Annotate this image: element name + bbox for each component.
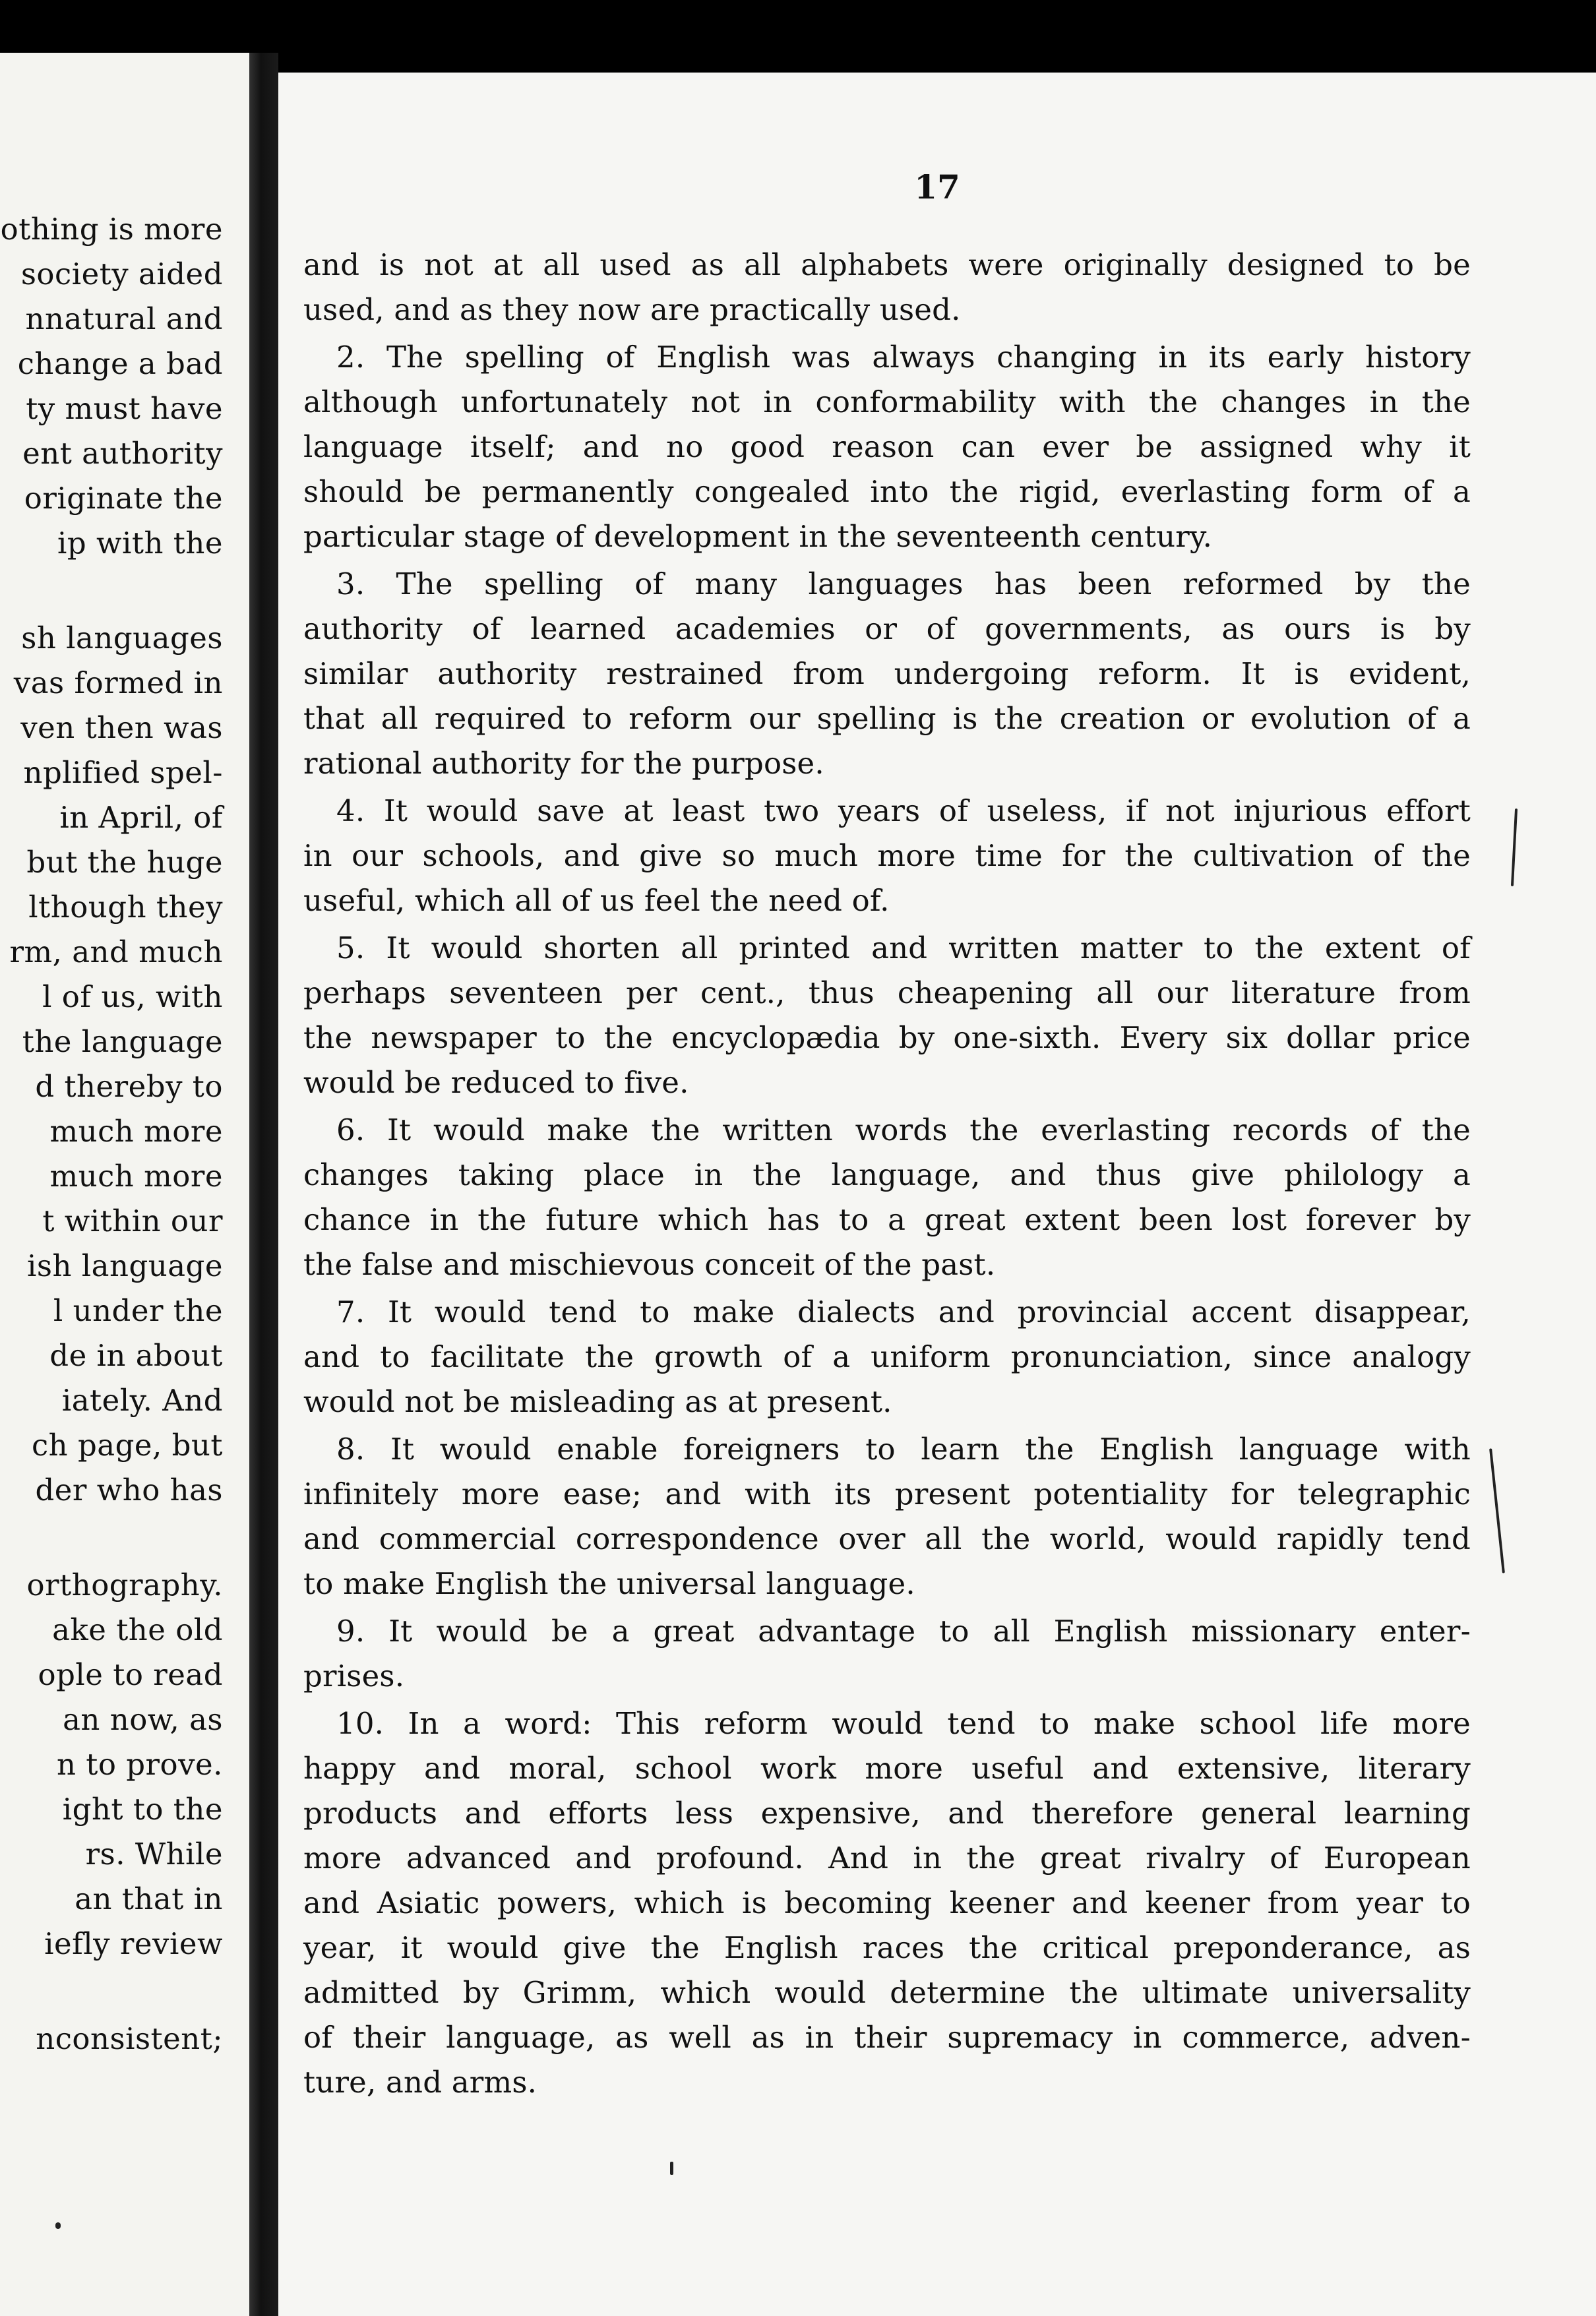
margin-pencil-mark [1511,808,1518,886]
text-line: to make English the universal language. [303,1566,915,1601]
text-line: used, and as they now are practically used. [303,292,961,327]
text-line: ture, and arms. [303,2065,537,2100]
text-line: and to facilitate the growth of a uniform pronunciation, since analogy [303,1339,1471,1374]
ink-speck [670,2162,673,2175]
left-page-line: iefly review [44,1926,223,1961]
paragraph [303,1108,1471,1287]
left-page-line: l of us, with [42,979,223,1014]
text-line: would not be misleading as at present. [303,1384,892,1419]
left-page-line: n to prove. [56,1747,223,1782]
text-line: prises. [303,1659,405,1693]
text-line: products and efforts less expensive, and therefore general learning [303,1796,1471,1831]
text-line: 7. It would tend to make dialects and provincial accent disappear, [336,1295,1471,1329]
left-page-line: de in about [49,1338,223,1373]
paragraph [303,243,1471,332]
left-page-line: originate the [24,481,223,516]
left-page-line: an that in [75,1881,223,1916]
text-line: that all required to reform our spelling is the creation or evolution of a [303,701,1471,736]
text-line: year, it would give the English races the critical preponderance, as [303,1930,1471,1965]
left-page-line: society aided [20,257,223,291]
paragraph [303,335,1471,559]
paragraph [303,926,1471,1105]
text-line: of their language, as well as in their supremacy in commerce, adven- [303,2020,1471,2055]
left-page-line: ish language [26,1248,223,1283]
text-line: chance in the future which has to a great extent been lost forever by [303,1202,1471,1237]
body-text [303,243,1471,2108]
text-line: particular stage of development in the seventeenth century. [303,519,1213,554]
text-line: 3. The spelling of many languages has been reformed by the [336,566,1471,601]
left-page-line: ight to the [62,1792,223,1827]
left-page-line: ven then was [20,710,223,745]
text-line: admitted by Grimm, which would determine the ultimate universality [303,1975,1471,2010]
text-line: and Asiatic powers, which is becoming keener and keener from year to [303,1885,1471,1920]
left-page-line: but the huge [26,845,223,880]
text-line: infinitely more ease; and with its present potentiality for telegraphic [303,1477,1471,1511]
left-page-line: ent authority [22,436,223,471]
text-line: changes taking place in the language, and thus give philology a [303,1157,1471,1192]
left-page-line: ch page, but [31,1428,223,1463]
left-line-gap [0,1513,223,1563]
text-line: 8. It would enable foreigners to learn the English language with [336,1432,1471,1467]
text-line: 2. The spelling of English was always changing in its early history [336,340,1471,375]
paragraph [303,1701,1471,2105]
left-page-line: ople to read [38,1657,223,1692]
left-page-line: vas formed in [13,665,223,700]
right-page [278,73,1596,2316]
left-page-line: much more [49,1159,223,1194]
text-line: useful, which all of us feel the need of. [303,883,890,918]
paragraph [303,562,1471,786]
text-line: in our schools, and give so much more time for the cultivation of the [303,838,1471,873]
paragraph [303,1290,1471,1424]
text-line: 10. In a word: This reform would tend to make school life more [336,1706,1471,1741]
left-page-line: ake the old [52,1612,223,1647]
paragraph [303,1609,1471,1699]
text-line: language itself; and no good reason can ever be assigned why it [303,429,1471,464]
text-line: authority of learned academies or of governments, as ours is by [303,611,1471,646]
text-line: more advanced and profound. And in the great rivalry of European [303,1841,1471,1875]
left-page-line: nplified spel- [23,755,223,790]
text-line: although unfortunately not in conformability with the changes in the [303,384,1471,419]
text-line: perhaps seventeen per cent., thus cheapening all our literature from [303,975,1471,1010]
text-line: and commercial correspondence over all the world, would rapidly tend [303,1521,1471,1556]
paragraph [303,1427,1471,1606]
text-line: the false and mischievous conceit of the past. [303,1247,996,1282]
book-gutter [249,53,278,2316]
text-line: 5. It would shorten all printed and written matter to the extent of [336,930,1471,965]
text-line: would be reduced to five. [303,1065,689,1100]
left-page-line: in April, of [59,800,223,835]
text-line: and is not at all used as all alphabets were originally designed to be [303,247,1471,282]
margin-pencil-mark [1489,1448,1505,1573]
left-page-line: l under the [53,1293,223,1328]
left-page-line: much more [49,1114,223,1149]
left-page-line: sh languages [21,621,223,655]
left-page-line: nconsistent; [36,2021,223,2056]
left-page-line: der who has [35,1473,223,1508]
left-page-line: nnatural and [25,301,223,336]
left-page-fragment [0,53,249,2316]
text-line: the newspaper to the encyclopædia by one-sixth. Every six dollar price [303,1020,1471,1055]
text-line: happy and moral, school work more useful and extensive, literary [303,1751,1471,1786]
left-line-gap [0,566,223,616]
left-line-gap [0,1966,223,2017]
left-page-line: ip with the [57,526,223,561]
left-page-text-column [0,207,223,2061]
text-line: should be permanently congealed into the rigid, everlasting form of a [303,474,1471,509]
page-number: 17 [914,168,960,206]
left-page-line: rm, and much [9,934,223,969]
left-page-line: ty must have [26,391,223,426]
left-page-line: rs. While [85,1837,223,1872]
text-line: 9. It would be a great advantage to all English missionary enter- [336,1614,1471,1649]
left-page-line: lthough they [28,890,223,925]
left-page-line: othing is more [0,212,223,247]
left-page-line: orthography. [26,1568,223,1602]
text-line: similar authority restrained from undergoing reform. It is evident, [303,656,1471,691]
paragraph [303,789,1471,923]
left-page-line: t within our [42,1204,223,1238]
left-page-line: the language [22,1024,223,1059]
text-line: rational authority for the purpose. [303,746,824,781]
text-line: 4. It would save at least two years of useless, if not injurious effort [336,793,1471,828]
left-page-line: an now, as [63,1702,223,1737]
ink-speck [55,2222,61,2229]
text-line: 6. It would make the written words the everlasting records of the [336,1112,1471,1147]
left-page-line: d thereby to [35,1069,223,1104]
left-page-line: iately. And [61,1383,223,1418]
left-page-line: change a bad [17,346,223,381]
